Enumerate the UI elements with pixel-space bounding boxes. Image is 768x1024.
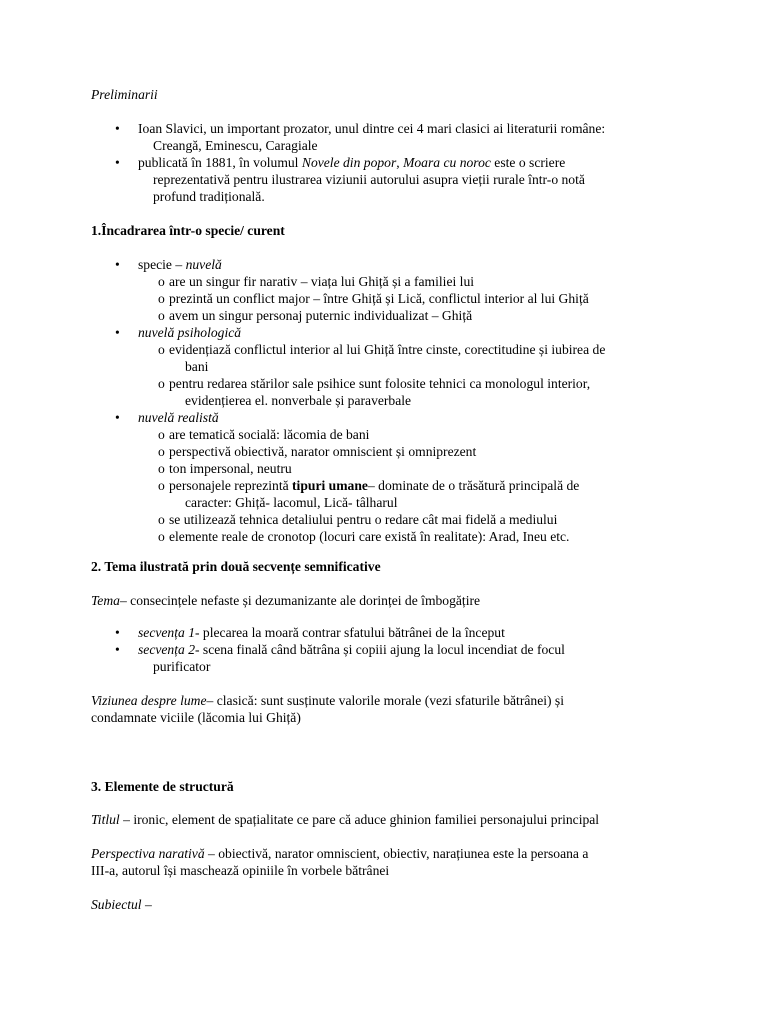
list-item: • secvența 2- scena finală când bătrâna și copiii ajung la locul incendiat de focul purificator: [115, 642, 565, 674]
list-item: • secvența 1- plecarea la moară contrar sfatului bătrânei de la început: [115, 625, 505, 640]
bullet-icon: o: [158, 512, 165, 527]
bullet-icon: •: [115, 410, 120, 425]
bullet-icon: •: [115, 625, 120, 640]
sub-list-item: o prezintă un conflict major – între Ghiță și Lică, conflictul interior al lui Ghiță: [158, 291, 589, 306]
bullet-icon: o: [158, 461, 165, 476]
bullet-icon: o: [158, 478, 165, 493]
list-item: • publicată în 1881, în volumul Novele din popor, Moara cu noroc este o scriere reprezentativă pentru ilustrarea viziunii autorului asupra vieții rurale într-o notă profund tradițională.: [115, 155, 585, 204]
work-title: Moara cu noroc: [403, 155, 491, 170]
sub-list-item: o pentru redarea stărilor sale psihice sunt folosite tehnici ca monologul interior,: [158, 376, 591, 391]
bullet-icon: •: [115, 257, 120, 272]
sub-list-item: o personajele reprezintă tipuri umane– dominate de o trăsătură principală de: [158, 478, 580, 493]
tema-paragraph: Tema– consecințele nefaste și dezumanizante ale dorinței de îmbogățire: [91, 593, 481, 608]
bullet-icon: o: [158, 274, 165, 289]
section2-heading: 2. Tema ilustrată prin două secvențe semnificative: [91, 559, 381, 574]
subiectul-paragraph: Subiectul –: [91, 897, 152, 912]
work-title: Novele din popor: [301, 155, 397, 170]
bullet-icon: •: [115, 155, 120, 170]
bullet-icon: o: [158, 376, 165, 391]
preliminarii-list: [91, 120, 691, 205]
list-item: • specie – nuvelă: [115, 257, 222, 272]
preliminarii-heading: Preliminarii: [91, 87, 158, 102]
sub-list-item-continuation: caracter: Ghiță- lacomul, Lică- tâlharul: [185, 495, 398, 510]
bullet-icon: •: [115, 325, 120, 340]
titlul-paragraph: Titlul – ironic, element de spațialitate ce pare că aduce ghinion familiei personajului principal: [91, 812, 600, 827]
sub-list-item: o evidențiază conflictul interior al lui Ghiță între cinste, corectitudine și iubirea de: [158, 342, 606, 357]
sub-list-item: o perspectivă obiectivă, narator omniscient și omniprezent: [158, 444, 477, 459]
section3-heading: 3. Elemente de structură: [91, 779, 234, 794]
section1-heading: 1.Încadrarea într-o specie/ curent: [91, 223, 285, 238]
sub-list-item: o are tematică socială: lăcomia de bani: [158, 427, 370, 442]
sub-list-item: o se utilizează tehnica detaliului pentru o redare cât mai fidelă a mediului: [158, 512, 558, 527]
list-item: • nuvelă realistă: [115, 410, 219, 425]
section1-list: [91, 256, 691, 545]
bullet-icon: o: [158, 427, 165, 442]
sub-list-item: o avem un singur personaj puternic individualizat – Ghiță: [158, 308, 473, 323]
sub-list-item-continuation: bani: [185, 359, 209, 374]
bullet-icon: o: [158, 308, 165, 323]
bullet-icon: o: [158, 342, 165, 357]
sub-list-item: o ton impersonal, neutru: [158, 461, 292, 476]
sub-list-item: o elemente reale de cronotop (locuri care există în realitate): Arad, Ineu etc.: [158, 529, 570, 544]
bullet-icon: •: [115, 121, 120, 136]
bullet-icon: •: [115, 642, 120, 657]
perspectiva-paragraph: Perspectiva narativă – obiectivă, narator omniscient, obiectiv, narațiunea este la persoana a III-a, autorul își maschează opiniile în vorbele bătrânei: [91, 846, 589, 878]
section2-list: [91, 624, 691, 675]
bullet-icon: o: [158, 529, 165, 544]
sub-list-item: o are un singur fir narativ – viața lui Ghiță și a familiei lui: [158, 274, 475, 289]
list-item: • nuvelă psihologică: [115, 325, 242, 340]
viziune-paragraph: Viziunea despre lume– clasică: sunt susținute valorile morale (vezi sfaturile bătrânei) și condamnate viciile (lăcomia lui Ghiță): [91, 693, 564, 725]
list-item: • Ioan Slavici, un important prozator, unul dintre cei 4 mari clasici ai literaturii române: Creangă, Eminescu, Caragiale: [115, 121, 606, 153]
bullet-icon: o: [158, 291, 165, 306]
sub-list-item-continuation: evidențierea el. nonverbale și paraverbale: [185, 393, 412, 408]
bullet-icon: o: [158, 444, 165, 459]
